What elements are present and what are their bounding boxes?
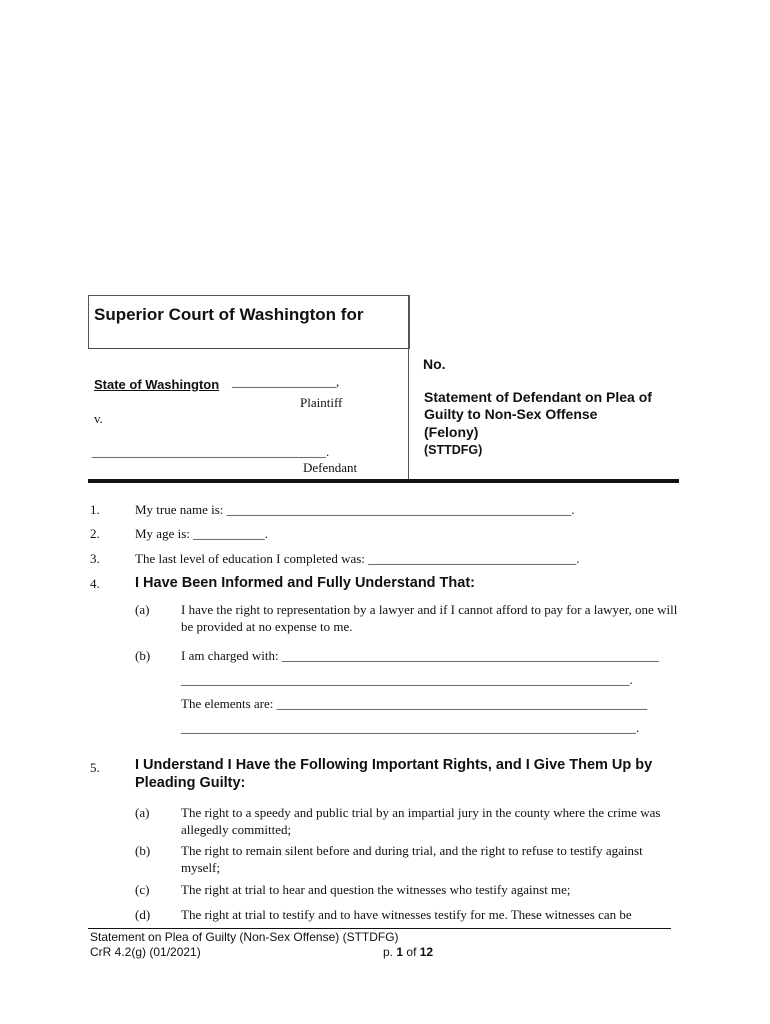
court-title: Superior Court of Washington for [94, 305, 364, 324]
section-5-heading: I Understand I Have the Following Important Rights, and I Give Them Up by Pleading Guilty: [135, 757, 653, 791]
court-name-box [88, 295, 410, 349]
page-total: 12 [419, 945, 434, 959]
plaintiff-name-fill: ________________, [232, 374, 340, 389]
item-number: 1. [90, 502, 100, 517]
education-field[interactable]: The last level of education I completed was: ________________________________. [135, 551, 580, 566]
page-number: 1 [396, 945, 404, 959]
item-number: 3. [90, 551, 100, 566]
defendant-label: Defendant [303, 460, 358, 475]
doc-title-line-3: (Felony) [424, 424, 479, 440]
versus-label: v. [94, 411, 103, 426]
true-name-field[interactable]: My true name is: _____________________________________________________. [135, 502, 575, 517]
right-remain-silent: The right to remain silent before and during trial, and the right to refuse to testify against myself; [181, 843, 643, 875]
right-testify: The right at trial to testify and to have witnesses testify for me. These witnesses can be [181, 907, 632, 922]
section-number: 5. [90, 760, 100, 775]
section-number: 4. [90, 576, 100, 591]
charges-field[interactable]: I am charged with: __________________________________________________________ [181, 648, 659, 663]
page-prefix: p. [383, 945, 394, 959]
caption-bottom-rule [88, 479, 679, 483]
subitem-label: (b) [135, 648, 151, 663]
elements-field-line-2[interactable]: ______________________________________________________________________. [181, 720, 640, 735]
charges-field-line-2[interactable]: _____________________________________________________________________. [181, 672, 633, 687]
defendant-name-field[interactable]: ____________________________________. [92, 444, 330, 459]
page-of: of [406, 945, 417, 959]
right-question-witnesses: The right at trial to hear and question the witnesses who testify against me; [181, 882, 571, 897]
subitem-label: (c) [135, 882, 150, 897]
age-field[interactable]: My age is: ___________. [135, 526, 268, 541]
plaintiff-name: State of Washington [94, 377, 220, 392]
footer-form-code: CrR 4.2(g) (01/2021) [90, 945, 201, 959]
plaintiff-label: Plaintiff [300, 395, 343, 410]
page-indicator [383, 945, 433, 960]
subitem-label: (a) [135, 805, 150, 820]
subitem-label: (d) [135, 907, 151, 922]
doc-code: (STTDFG) [424, 443, 483, 457]
elements-field[interactable]: The elements are: _________________________________________________________ [181, 696, 648, 711]
right-to-lawyer-text: I have the right to representation by a lawyer and if I cannot afford to pay for a lawyer, one will be provided at no expense to me. [181, 602, 678, 634]
doc-title-line-1: Statement of Defendant on Plea of [424, 389, 652, 405]
doc-title-line-2: Guilty to Non-Sex Offense [424, 406, 598, 422]
subitem-label: (a) [135, 602, 150, 617]
subitem-label: (b) [135, 843, 151, 858]
footer-rule [88, 928, 671, 929]
right-speedy-trial: The right to a speedy and public trial by an impartial jury in the county where the crime was allegedly committed; [181, 805, 661, 837]
caption-divider [408, 295, 409, 480]
item-number: 2. [90, 526, 100, 541]
case-number-label: No. [423, 356, 446, 372]
footer-form-title: Statement on Plea of Guilty (Non-Sex Offense) (STTDFG) [90, 930, 399, 944]
section-4-heading: I Have Been Informed and Fully Understand That: [135, 575, 475, 591]
